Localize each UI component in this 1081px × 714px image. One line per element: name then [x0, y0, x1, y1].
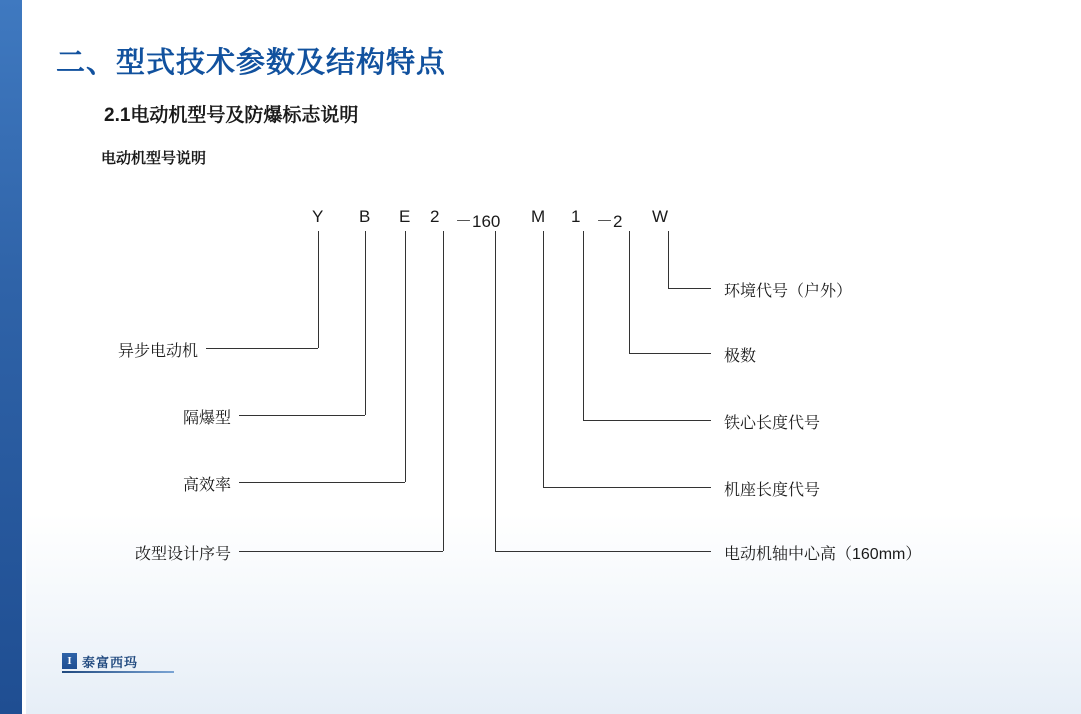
leader-v-m: [543, 231, 544, 487]
footer-badge-icon: I: [62, 653, 77, 669]
leader-h-2: [239, 551, 443, 552]
code-char-2: 2: [430, 207, 440, 226]
leader-v-poles: [629, 231, 630, 353]
callout-label-flameproof: 隔爆型: [182, 410, 231, 427]
leader-h-e: [239, 482, 405, 483]
callout-label-environment-code: 环境代号（户外）: [724, 283, 853, 300]
code-char-b: B: [359, 207, 371, 226]
leader-h-w: [668, 288, 711, 289]
code-char-160: －160: [455, 212, 501, 231]
leader-v-1: [583, 231, 584, 420]
code-char-y: Y: [312, 207, 324, 226]
footer-brand-name: 泰富西玛: [82, 654, 139, 670]
footer-underline: [62, 671, 174, 673]
callout-label-pole-number: 极数: [724, 348, 757, 365]
callout-label-high-efficiency: 高效率: [182, 477, 231, 494]
code-char-e: E: [399, 207, 411, 226]
leader-v-b: [365, 231, 366, 415]
callout-label-frame-length-code: 机座长度代号: [724, 482, 821, 499]
leader-v-y: [318, 231, 319, 348]
leader-h-poles: [629, 353, 711, 354]
leader-h-1: [583, 420, 711, 421]
code-char-pole2: －2: [596, 212, 623, 231]
left-blue-rail: [0, 0, 22, 714]
leader-v-w: [668, 231, 669, 288]
callout-label-core-length-code: 铁心长度代号: [724, 415, 821, 432]
callout-label-design-serial: 改型设计序号: [134, 546, 231, 563]
callout-label-async-motor: 异步电动机: [117, 343, 198, 360]
footer-logo: [62, 652, 138, 670]
leader-h-b: [239, 415, 365, 416]
page-title: 二、型式技术参数及结构特点: [56, 47, 447, 79]
leader-v-e: [405, 231, 406, 482]
leader-h-m: [543, 487, 711, 488]
code-char-1: 1: [571, 207, 581, 226]
leader-h-y: [206, 348, 318, 349]
leader-h-160: [495, 551, 711, 552]
diagram-title: 电动机型号说明: [101, 150, 207, 167]
callout-label-shaft-center-height: 电动机轴中心高（160mm）: [724, 546, 922, 563]
code-char-m: M: [531, 207, 546, 226]
code-char-w: W: [652, 207, 669, 226]
leader-v-160: [495, 231, 496, 551]
leader-v-2: [443, 231, 444, 551]
subsection-title: 2.1电动机型号及防爆标志说明: [104, 105, 359, 126]
